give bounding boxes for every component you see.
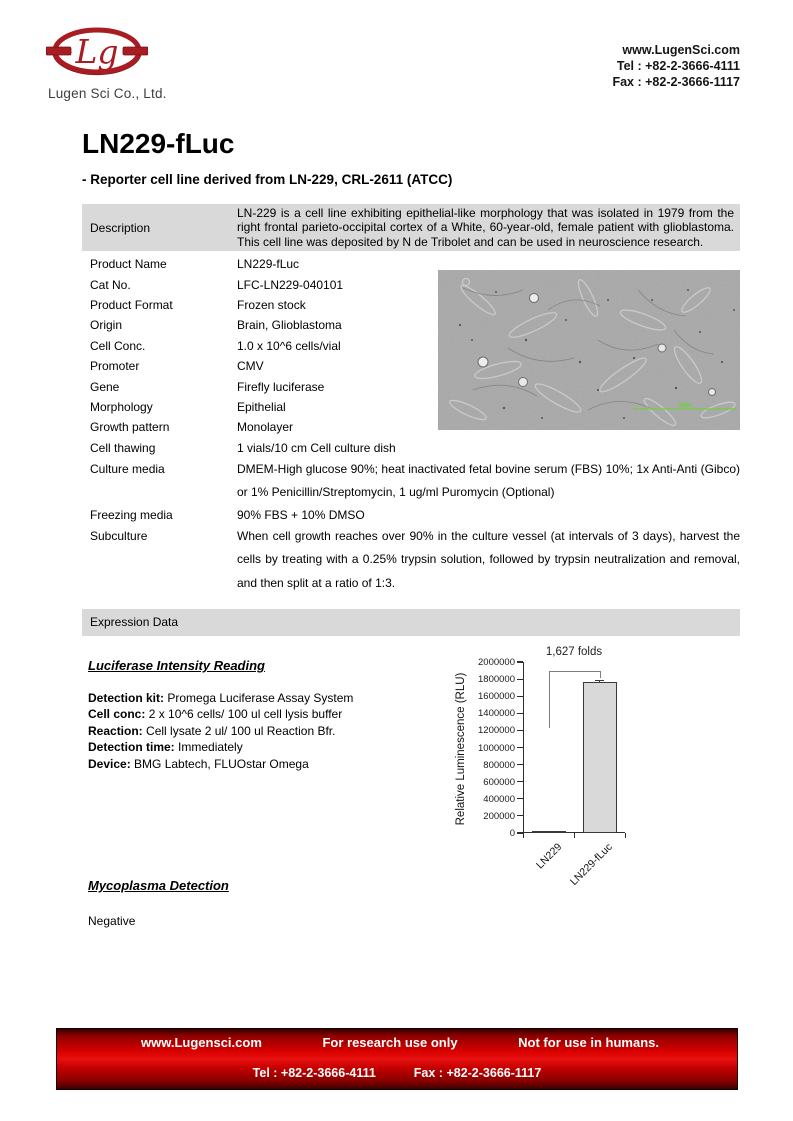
row-value: Frozen stock (237, 298, 306, 313)
row-value: LFC-LN229-040101 (237, 277, 344, 292)
y-tick-mark (517, 713, 523, 714)
y-tick-mark (517, 798, 523, 799)
y-tick-label: 1000000 (478, 742, 515, 754)
contact-fax: Fax : +82-2-3666-1117 (612, 75, 740, 89)
assay-line: Detection time: Immediately (88, 740, 243, 755)
row-label: Product Name (90, 257, 167, 272)
y-tick-label: 2000000 (478, 657, 515, 668)
y-tick-mark (517, 747, 523, 748)
mycoplasma-result: Negative (88, 914, 136, 928)
y-tick-label: 1400000 (478, 708, 515, 720)
page-subtitle: - Reporter cell line derived from LN-229, CRL-2611 (ATCC) (82, 172, 453, 187)
row-label: Culture media (90, 462, 165, 477)
assay-details (88, 690, 438, 772)
fold-annotation: 1,627 folds (545, 646, 603, 658)
y-tick-mark (517, 679, 523, 680)
assay-line: Cell conc: 2 x 10^6 cells/ 100 ul cell lysis buffer (88, 707, 343, 722)
company-name: Lugen Sci Co., Ltd. (48, 86, 167, 101)
row-value: Monolayer (237, 420, 294, 435)
footer-line2 (57, 1066, 737, 1080)
y-tick-label: 1200000 (478, 725, 515, 737)
y-tick-mark (517, 815, 523, 816)
logo-monogram: Lg (75, 32, 119, 71)
footer-banner (56, 1028, 738, 1090)
x-tick-label: LN229-fLuc (568, 841, 615, 888)
y-tick-label: 1800000 (478, 674, 515, 686)
row-label: Subculture (90, 529, 148, 544)
page-title: LN229-fLuc (82, 128, 235, 159)
row-label: Morphology (90, 400, 153, 415)
y-tick-label: 400000 (483, 793, 515, 805)
row-value: Brain, Glioblastoma (237, 318, 342, 333)
section-header-expression: Expression Data (82, 609, 740, 636)
micrograph-image (438, 270, 740, 430)
assay-line: Detection kit: Promega Luciferase Assay System (88, 691, 354, 705)
footer-not-humans: Not for use in humans. (518, 1035, 659, 1050)
row-label: Gene (90, 379, 120, 394)
bracket-line (549, 671, 600, 672)
y-tick-mark (517, 696, 523, 697)
row-label: Promoter (90, 359, 140, 374)
y-tick-label: 600000 (483, 776, 515, 788)
y-tick-mark (517, 764, 523, 765)
y-tick-label: 0 (509, 828, 515, 839)
row-value: LN229-fLuc (237, 257, 300, 272)
header-logo (46, 26, 216, 101)
table-row (82, 505, 740, 525)
table-row (82, 438, 740, 458)
footer-line1 (57, 1035, 737, 1050)
bar-chart (445, 644, 745, 929)
row-value: 1 vials/10 cm Cell culture dish (237, 440, 396, 455)
lugen-sci-logo-icon (46, 26, 148, 78)
bracket-line (600, 671, 601, 678)
footer-website: www.Lugensci.com (141, 1035, 262, 1050)
mycoplasma-title: Mycoplasma Detection (88, 878, 229, 893)
contact-website: www.LugenSci.com (622, 43, 740, 57)
row-label: Freezing media (90, 507, 173, 522)
assay-line: Reaction: Cell lysate 2 ul/ 100 ul Reaction Bfr. (88, 723, 336, 738)
description-row (82, 204, 740, 251)
row-label: Cell thawing (90, 440, 156, 455)
footer-tel: Tel : +82-2-3666-4111 (252, 1066, 376, 1080)
bar (583, 682, 617, 833)
x-tick-label: LN229 (533, 841, 564, 872)
description-text: LN-229 is a cell line exhibiting epithelial-like morphology that was isolated in 1979 from the right frontal parieto-occipital cortex of a White, 60-year-old, female patient with glioblastoma. This cell line was deposited by N de Tribolet and can be used in neuroscience research. (237, 206, 734, 249)
row-label: Origin (90, 318, 123, 333)
row-label: Cell Conc. (90, 338, 146, 353)
y-tick-label: 800000 (483, 759, 515, 771)
row-value: 1.0 x 10^6 cells/vial (237, 338, 341, 353)
row-label: Product Format (90, 298, 173, 313)
row-value: 90% FBS + 10% DMSO (237, 507, 365, 522)
luciferase-block (88, 658, 438, 772)
error-bar-cap (595, 680, 604, 681)
row-value: When cell growth reaches over 90% in the culture vessel (at intervals of 3 days), harvest the cells by treating with a 0.25% trypsin solution, followed by trypsin neutralization and removal, and then split at a ratio of 1:3. (237, 529, 740, 590)
x-tick-mark (523, 833, 524, 838)
bracket-line (549, 671, 550, 728)
contact-tel: Tel : +82-2-3666-4111 (616, 59, 740, 73)
header-contact (612, 42, 740, 90)
y-tick-label: 1600000 (478, 691, 515, 703)
footer-research-use: For research use only (322, 1035, 458, 1050)
row-label: Growth pattern (90, 420, 170, 435)
table-row (82, 525, 740, 595)
luciferase-title: Luciferase Intensity Reading (88, 658, 265, 673)
y-tick-mark (517, 661, 523, 662)
bar (532, 831, 566, 833)
y-axis-label: Relative Luminescence (RLU) (455, 672, 467, 826)
x-tick-mark (625, 833, 626, 838)
y-tick-label: 200000 (483, 810, 515, 822)
footer-fax: Fax : +82-2-3666-1117 (413, 1066, 542, 1080)
y-tick-mark (517, 781, 523, 782)
assay-line: Device: BMG Labtech, FLUOstar Omega (88, 756, 309, 771)
table-row (82, 458, 740, 504)
row-value: DMEM-High glucose 90%; heat inactivated fetal bovine serum (FBS) 10%; 1x Anti-Anti (Gibco) or 1% Penicillin/Streptomycin, 1 ug/ml Puromycin (Optional) (237, 462, 740, 500)
row-label: Cat No. (90, 277, 131, 292)
row-value: Firefly luciferase (237, 379, 325, 394)
row-value: CMV (237, 359, 264, 374)
x-tick-mark (574, 833, 575, 838)
row-value: Epithelial (237, 400, 286, 415)
y-tick-mark (517, 730, 523, 731)
description-label: Description (90, 220, 151, 235)
